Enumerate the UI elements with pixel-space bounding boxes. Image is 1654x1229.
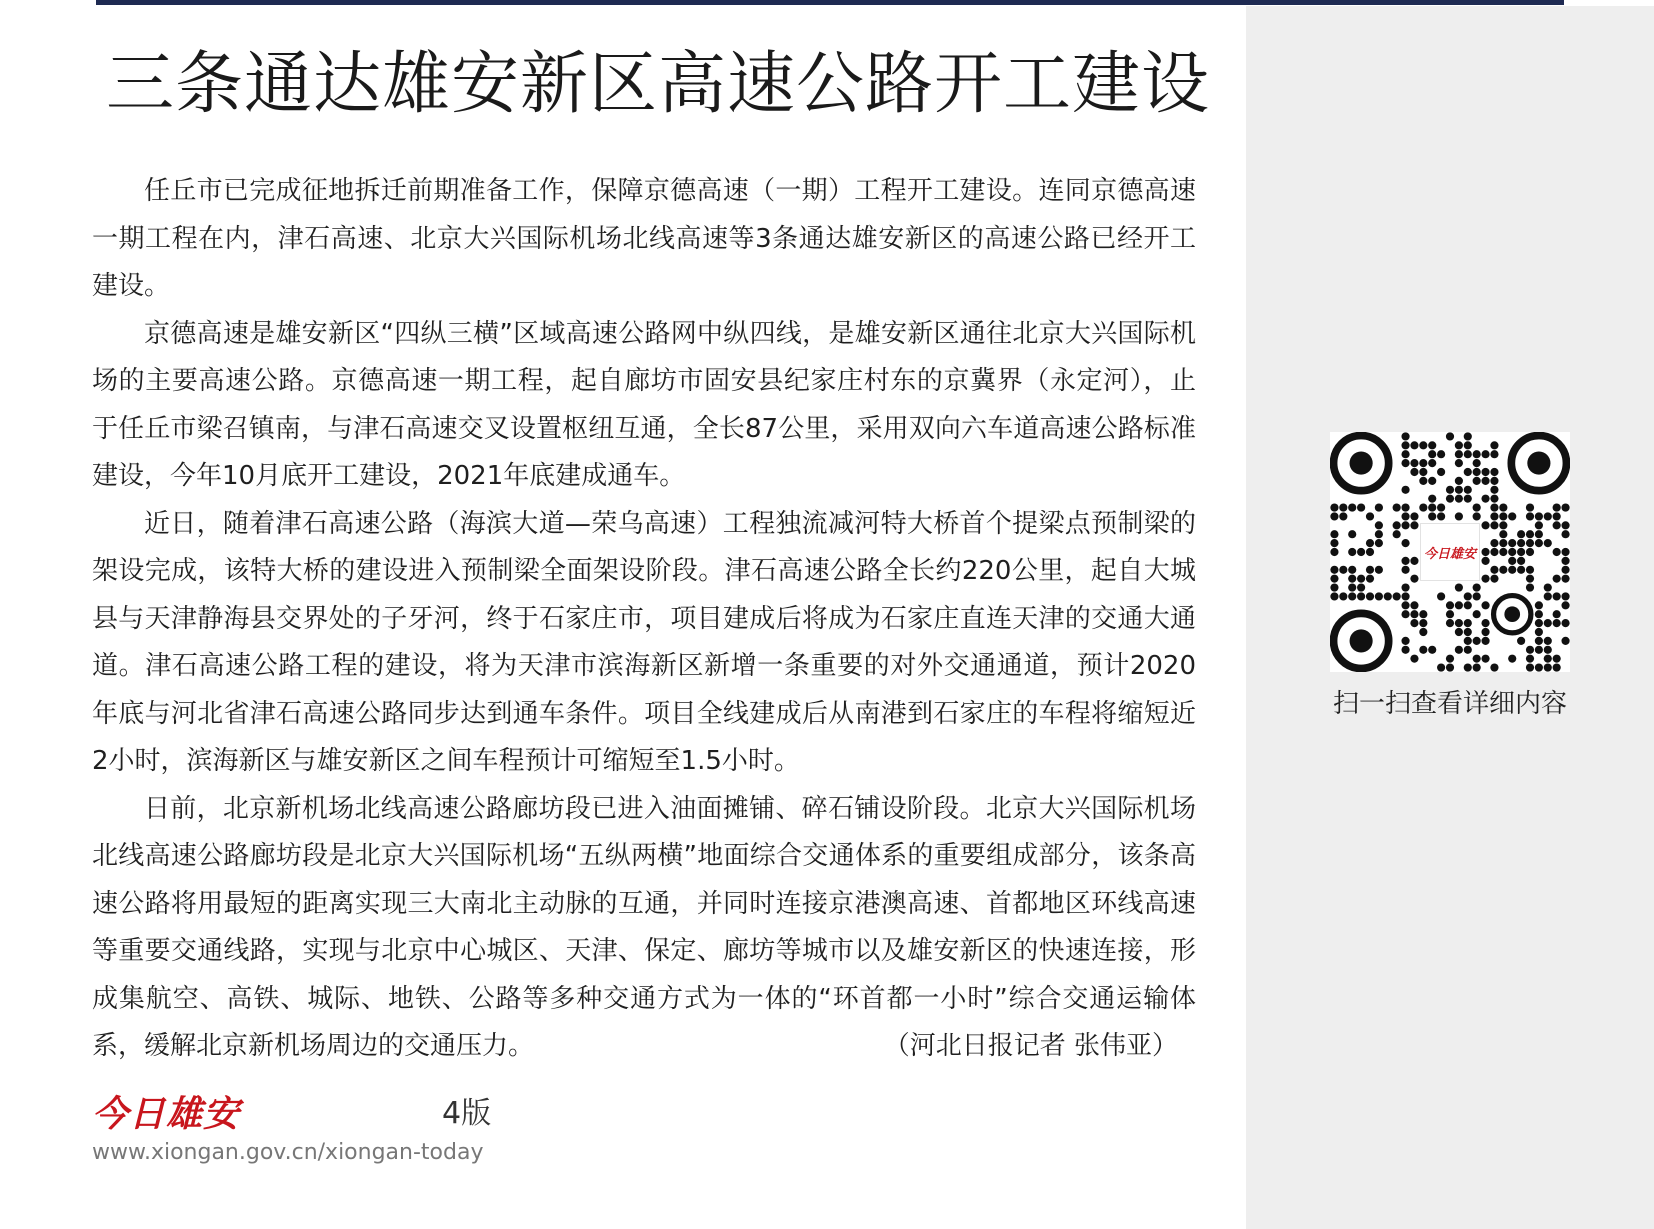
qr-module	[1464, 450, 1472, 458]
qr-module	[1348, 503, 1356, 511]
qr-module	[1348, 548, 1356, 556]
qr-module	[1499, 548, 1507, 556]
qr-module	[1526, 503, 1534, 511]
qr-module	[1561, 503, 1569, 511]
qr-module	[1490, 441, 1498, 449]
qr-module	[1481, 655, 1489, 663]
qr-module	[1508, 548, 1516, 556]
qr-module	[1473, 610, 1481, 618]
qr-module	[1446, 655, 1454, 663]
qr-module	[1419, 503, 1427, 511]
qr-module	[1499, 530, 1507, 538]
qr-module	[1410, 441, 1418, 449]
qr-module	[1419, 477, 1427, 485]
qr-module	[1535, 646, 1543, 654]
qr-module	[1410, 619, 1418, 627]
qr-module	[1455, 477, 1463, 485]
qr-module	[1544, 637, 1552, 645]
qr-module	[1437, 512, 1445, 520]
qr-module	[1401, 503, 1409, 511]
qr-module	[1410, 575, 1418, 583]
qr-module	[1455, 512, 1463, 520]
qr-module	[1410, 601, 1418, 609]
qr-module	[1348, 566, 1356, 574]
qr-module	[1437, 592, 1445, 600]
qr-module	[1401, 637, 1409, 645]
qr-module	[1535, 637, 1543, 645]
qr-module	[1401, 610, 1409, 618]
qr-module	[1419, 441, 1427, 449]
qr-module	[1490, 539, 1498, 547]
qr-module	[1544, 512, 1552, 520]
qr-module	[1481, 601, 1489, 609]
qr-finder-dot	[1350, 629, 1373, 652]
qr-module	[1330, 539, 1338, 547]
qr-module	[1455, 646, 1463, 654]
qr-module	[1508, 566, 1516, 574]
qr-module	[1490, 512, 1498, 520]
qr-module	[1410, 521, 1418, 529]
qr-code[interactable]	[1330, 432, 1570, 672]
qr-module	[1561, 592, 1569, 600]
qr-module	[1348, 530, 1356, 538]
qr-module	[1499, 521, 1507, 529]
qr-module	[1526, 646, 1534, 654]
qr-module	[1366, 592, 1374, 600]
qr-module	[1401, 566, 1409, 574]
qr-finder-dot	[1350, 452, 1373, 475]
qr-module	[1464, 646, 1472, 654]
qr-module	[1401, 646, 1409, 654]
qr-module	[1473, 468, 1481, 476]
qr-module	[1464, 628, 1472, 636]
qr-module	[1535, 619, 1543, 627]
qr-module	[1473, 655, 1481, 663]
qr-module	[1561, 637, 1569, 645]
qr-module	[1428, 495, 1436, 503]
qr-module	[1526, 583, 1534, 591]
publication-logo: 今日雄安	[92, 1093, 241, 1135]
qr-module	[1517, 637, 1525, 645]
qr-module	[1544, 583, 1552, 591]
qr-module	[1330, 530, 1338, 538]
qr-module	[1393, 503, 1401, 511]
qr-module	[1481, 477, 1489, 485]
qr-module	[1473, 512, 1481, 520]
qr-module	[1490, 495, 1498, 503]
qr-module	[1544, 655, 1552, 663]
qr-module	[1428, 646, 1436, 654]
qr-module	[1455, 619, 1463, 627]
qr-module	[1401, 486, 1409, 494]
qr-module	[1561, 530, 1569, 538]
qr-module	[1481, 548, 1489, 556]
qr-module	[1455, 441, 1463, 449]
qr-module	[1526, 655, 1534, 663]
qr-module	[1535, 610, 1543, 618]
qr-module	[1428, 459, 1436, 467]
qr-module	[1490, 548, 1498, 556]
qr-module	[1535, 530, 1543, 538]
qr-module	[1490, 450, 1498, 458]
article-headline: 三条通达雄安新区高速公路开工建设	[106, 45, 1211, 124]
qr-module	[1357, 592, 1365, 600]
qr-module	[1437, 450, 1445, 458]
qr-module	[1401, 441, 1409, 449]
qr-module	[1490, 521, 1498, 529]
qr-module	[1401, 450, 1409, 458]
qr-module	[1366, 548, 1374, 556]
qr-module	[1428, 477, 1436, 485]
qr-module	[1410, 557, 1418, 565]
qr-module	[1419, 619, 1427, 627]
qr-module	[1535, 539, 1543, 547]
qr-module	[1419, 610, 1427, 618]
article-paragraph-2: 京德高速是雄安新区“四纵三横”区域高速公路网中纵四线，是雄安新区通往北京大兴国际机场的主要高速公路。京德高速一期工程，起自廊坊市固安县纪家庄村东的京冀界（永定河），止于任丘市梁召镇南，与津石高速交叉设置枢纽互通，全长87公里，采用双向六车道高速公路标准建设，今年10月底开工建设，2021年底建成通车。	[92, 318, 1196, 491]
article	[92, 40, 1211, 1071]
qr-module	[1419, 628, 1427, 636]
qr-module	[1553, 663, 1561, 671]
qr-module	[1526, 548, 1534, 556]
qr-module	[1428, 450, 1436, 458]
qr-module	[1526, 530, 1534, 538]
qr-module	[1473, 477, 1481, 485]
qr-module	[1544, 663, 1552, 671]
qr-module	[1517, 530, 1525, 538]
article-paragraph-1: 任丘市已完成征地拆迁前期准备工作，保障京德高速（一期）工程开工建设。连同京德高速一期工程在内，津石高速、北京大兴国际机场北线高速等3条通达雄安新区的高速公路已经开工建设。	[92, 176, 1196, 301]
qr-module	[1375, 566, 1383, 574]
qr-module	[1455, 486, 1463, 494]
qr-module	[1561, 521, 1569, 529]
qr-module	[1419, 459, 1427, 467]
qr-module	[1553, 575, 1561, 583]
qr-module	[1401, 601, 1409, 609]
qr-module	[1535, 628, 1543, 636]
qr-module	[1561, 619, 1569, 627]
qr-module	[1526, 512, 1534, 520]
qr-module	[1473, 592, 1481, 600]
qr-module	[1481, 495, 1489, 503]
qr-module	[1553, 503, 1561, 511]
qr-module	[1330, 575, 1338, 583]
qr-module	[1410, 610, 1418, 618]
top-rule	[96, 0, 1564, 5]
article-paragraph-4-text: 日前，北京新机场北线高速公路廊坊段已进入油面摊铺、碎石铺设阶段。北京大兴国际机场北线高速公路廊坊段是北京大兴国际机场“五纵两横”地面综合交通体系的重要组成部分，该条高速公路将用最短的距离实现三大南北主动脉的互通，并同时连接京港澳高速、首都地区环线高速等重要交通线路，实现与北京中心城区、天津、保定、廊坊等城市以及雄安新区的快速连接，形成集航空、高铁、城际、地铁、公路等多种交通方式为一体的“环首都一小时”综合交通运输体系，缓解北京新机场周边的交通压力。	[92, 793, 1196, 1061]
qr-module	[1473, 503, 1481, 511]
qr-module	[1446, 619, 1454, 627]
qr-module	[1464, 637, 1472, 645]
qr-module	[1437, 663, 1445, 671]
qr-module	[1535, 601, 1543, 609]
qr-module	[1455, 450, 1463, 458]
qr-module	[1473, 663, 1481, 671]
qr-module	[1561, 548, 1569, 556]
qr-module	[1428, 441, 1436, 449]
qr-module	[1330, 592, 1338, 600]
article-credit: （河北日报记者 张伟亚）	[883, 1031, 1178, 1061]
qr-module	[1499, 512, 1507, 520]
qr-module	[1508, 512, 1516, 520]
qr-module	[1455, 583, 1463, 591]
qr-module	[1464, 592, 1472, 600]
qr-module	[1553, 548, 1561, 556]
qr-module	[1481, 575, 1489, 583]
qr-module	[1357, 575, 1365, 583]
qr-module	[1508, 557, 1516, 565]
qr-module	[1357, 548, 1365, 556]
qr-module	[1490, 503, 1498, 511]
qr-module	[1446, 610, 1454, 618]
qr-module	[1561, 601, 1569, 609]
qr-module	[1330, 512, 1338, 520]
qr-module	[1393, 521, 1401, 529]
qr-module	[1508, 655, 1516, 663]
qr-module	[1348, 575, 1356, 583]
qr-module	[1401, 539, 1409, 547]
qr-module	[1437, 468, 1445, 476]
qr-module	[1401, 459, 1409, 467]
qr-caption: 扫一扫查看详细内容	[1332, 689, 1567, 719]
qr-module	[1428, 503, 1436, 511]
qr-module	[1401, 583, 1409, 591]
qr-module	[1455, 628, 1463, 636]
qr-module	[1544, 646, 1552, 654]
qr-module	[1490, 663, 1498, 671]
qr-module	[1464, 468, 1472, 476]
site-url-link[interactable]: www.xiongan.gov.cn/xiongan-today	[92, 1140, 484, 1165]
qr-module	[1473, 583, 1481, 591]
qr-module	[1526, 566, 1534, 574]
qr-module	[1490, 566, 1498, 574]
qr-module	[1357, 503, 1365, 511]
qr-module	[1481, 637, 1489, 645]
qr-module	[1490, 468, 1498, 476]
qr-module	[1490, 575, 1498, 583]
qr-module	[1464, 663, 1472, 671]
page-footer	[92, 1094, 512, 1164]
qr-module	[1561, 566, 1569, 574]
qr-module	[1464, 619, 1472, 627]
qr-module	[1348, 592, 1356, 600]
qr-finder-dot	[1527, 452, 1550, 475]
qr-module	[1544, 619, 1552, 627]
qr-module	[1481, 628, 1489, 636]
article-paragraph-4	[92, 786, 1196, 1071]
qr-module	[1517, 566, 1525, 574]
qr-module	[1464, 486, 1472, 494]
qr-module	[1446, 663, 1454, 671]
qr-module	[1401, 432, 1409, 440]
qr-module	[1366, 539, 1374, 547]
qr-module	[1481, 450, 1489, 458]
qr-finder-dot	[1504, 606, 1520, 622]
qr-module	[1561, 557, 1569, 565]
qr-module	[1375, 539, 1383, 547]
qr-module	[1384, 592, 1392, 600]
qr-module	[1553, 592, 1561, 600]
qr-module	[1375, 592, 1383, 600]
qr-module	[1481, 521, 1489, 529]
qr-module	[1437, 503, 1445, 511]
qr-module	[1339, 503, 1347, 511]
qr-module	[1553, 521, 1561, 529]
qr-module	[1464, 441, 1472, 449]
qr-module	[1330, 566, 1338, 574]
qr-module	[1455, 601, 1463, 609]
qr-module	[1375, 530, 1383, 538]
article-body	[92, 168, 1196, 1071]
qr-module	[1526, 663, 1534, 671]
qr-module	[1455, 459, 1463, 467]
qr-module	[1410, 459, 1418, 467]
qr-module	[1499, 503, 1507, 511]
qr-module	[1535, 512, 1543, 520]
qr-module	[1473, 637, 1481, 645]
qr-module	[1544, 539, 1552, 547]
qr-module	[1401, 557, 1409, 565]
qr-module	[1339, 592, 1347, 600]
qr-center-logo: 今日雄安	[1420, 523, 1480, 581]
qr-module	[1339, 566, 1347, 574]
qr-module	[1410, 655, 1418, 663]
qr-module	[1490, 486, 1498, 494]
qr-module	[1464, 601, 1472, 609]
qr-module	[1366, 575, 1374, 583]
qr-module	[1393, 592, 1401, 600]
qr-module	[1330, 503, 1338, 511]
qr-module	[1473, 450, 1481, 458]
qr-module	[1339, 512, 1347, 520]
qr-module	[1481, 468, 1489, 476]
qr-module	[1419, 468, 1427, 476]
qr-module	[1553, 512, 1561, 520]
qr-module	[1410, 512, 1418, 520]
qr-module	[1499, 539, 1507, 547]
qr-module	[1473, 459, 1481, 467]
qr-module	[1464, 495, 1472, 503]
article-paragraph-3: 近日，随着津石高速公路（海滨大道—荣乌高速）工程独流减河特大桥首个提梁点预制梁的架设完成，该特大桥的建设进入预制梁全面架设阶段。津石高速公路全长约220公里，起自大城县与天津静海县交界处的子牙河，终于石家庄市，项目建成后将成为石家庄直连天津的交通大通道。津石高速公路工程的建设，将为天津市滨海新区新增一条重要的对外交通通道，预计2020年底与河北省津石高速公路同步达到通车条件。项目全线建成后从南港到石家庄的车程将缩短近2小时，滨海新区与雄安新区之间车程预计可缩短至1.5小时。	[92, 508, 1196, 776]
qr-module	[1428, 512, 1436, 520]
qr-module	[1375, 503, 1383, 511]
qr-module	[1553, 619, 1561, 627]
qr-module	[1508, 539, 1516, 547]
qr-module	[1446, 486, 1454, 494]
qr-module	[1490, 477, 1498, 485]
qr-module	[1401, 521, 1409, 529]
qr-module	[1481, 557, 1489, 565]
qr-module	[1446, 495, 1454, 503]
qr-module	[1535, 663, 1543, 671]
qr-module	[1481, 619, 1489, 627]
qr-module	[1517, 557, 1525, 565]
qr-module	[1455, 495, 1463, 503]
qr-module	[1357, 583, 1365, 591]
qr-module	[1526, 575, 1534, 583]
qr-module	[1499, 566, 1507, 574]
qr-module	[1401, 512, 1409, 520]
qr-module	[1464, 432, 1472, 440]
qr-module	[1393, 530, 1401, 538]
qr-module	[1544, 592, 1552, 600]
qr-module	[1348, 583, 1356, 591]
qr-module	[1330, 548, 1338, 556]
qr-module	[1330, 583, 1338, 591]
qr-module	[1375, 521, 1383, 529]
qr-module	[1561, 575, 1569, 583]
qr-module	[1553, 655, 1561, 663]
qr-module	[1553, 610, 1561, 618]
qr-module	[1446, 432, 1454, 440]
qr-module	[1446, 601, 1454, 609]
qr-module	[1517, 539, 1525, 547]
qr-module	[1535, 521, 1543, 529]
qr-module	[1419, 646, 1427, 654]
edition-number: 4版	[442, 1096, 492, 1131]
qr-module	[1366, 566, 1374, 574]
qr-module	[1410, 468, 1418, 476]
qr-module	[1526, 539, 1534, 547]
qr-module	[1401, 592, 1409, 600]
qr-module	[1517, 548, 1525, 556]
qr-module	[1366, 512, 1374, 520]
